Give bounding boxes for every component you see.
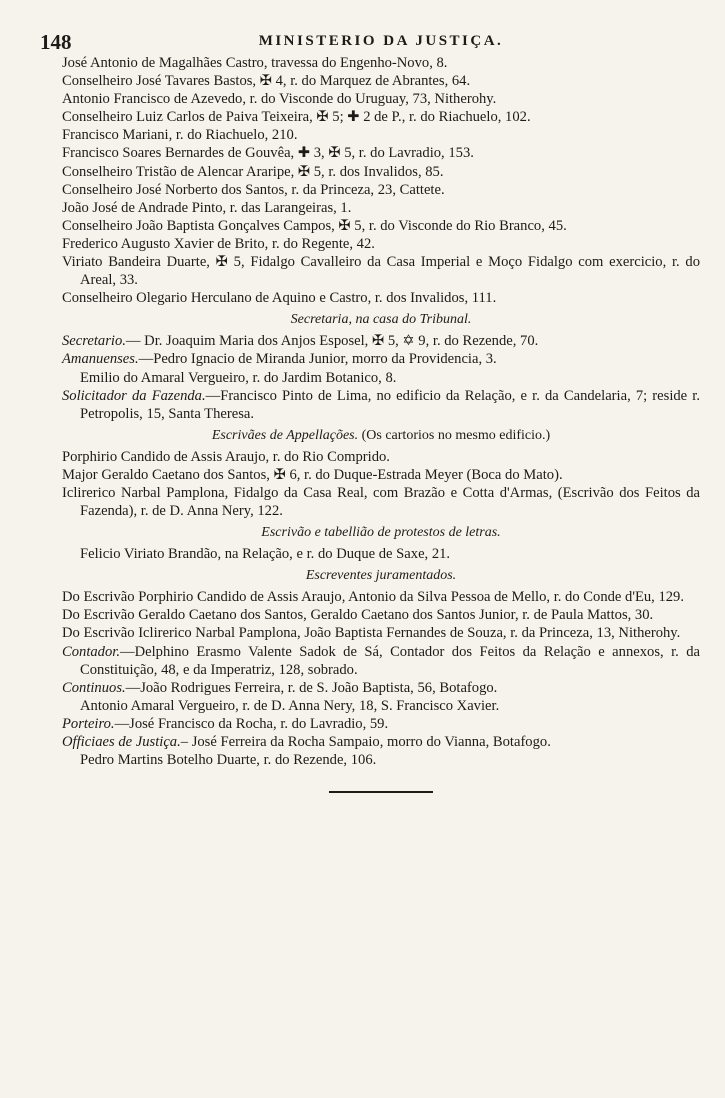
list-item: Conselheiro Tristão de Alencar Araripe, ✠ 5, r. dos Invalidos, 85. bbox=[62, 163, 444, 180]
list-item: João José de Andrade Pinto, r. das Larangeiras, 1. bbox=[62, 199, 352, 216]
list-item: Conselheiro José Norberto dos Santos, r. da Princeza, 23, Cattete. bbox=[62, 181, 445, 198]
continuos-entry bbox=[62, 679, 700, 697]
list-item: Conselheiro José Tavares Bastos, ✠ 4, r. do Marquez de Abrantes, 64. bbox=[62, 73, 471, 90]
officiaes-text: – José Ferreira da Rocha Sampaio, morro do Vianna, Botafogo. bbox=[180, 734, 551, 750]
list-item: José Antonio de Magalhães Castro, travessa do Engenho-Novo, 8. bbox=[62, 55, 448, 71]
list-item: Antonio Francisco de Azevedo, r. do Visconde do Uruguay, 73, Nitherohy. bbox=[62, 91, 497, 108]
contador-label: Contador. bbox=[62, 643, 120, 660]
section-heading-secretaria: Secretaria, na casa do Tribunal. bbox=[290, 312, 472, 328]
list-item: Porphirio Candido de Assis Araujo, r. do Rio Comprido. bbox=[62, 448, 390, 465]
officiaes-line2: Pedro Martins Botelho Duarte, r. do Rezende, 106. bbox=[80, 752, 377, 769]
porteiro-label: Porteiro. bbox=[62, 715, 115, 732]
page bbox=[40, 30, 700, 793]
secretario-entry bbox=[62, 332, 700, 350]
amanuenses-text: —Pedro Ignacio de Miranda Junior, morro da Providencia, 3. bbox=[138, 351, 497, 368]
officiaes-entry bbox=[62, 733, 700, 751]
list-item: Do Escrivão Geraldo Caetano dos Santos, Geraldo Caetano dos Santos Junior, r. de Paula Mattos, 30. bbox=[62, 607, 654, 624]
amanuenses-line2: Emilio do Amaral Vergueiro, r. do Jardim Botanico, 8. bbox=[80, 369, 397, 386]
list-item: Conselheiro Luiz Carlos de Paiva Teixeira, ✠ 5; ✚ 2 de P., r. do Riachuelo, 102. bbox=[62, 109, 531, 126]
amanuenses-entry bbox=[62, 350, 700, 368]
section-heading-escreventes: Escreventes juramentados. bbox=[305, 568, 457, 584]
secretario-text: — Dr. Joaquim Maria dos Anjos Esposel, ✠ 5, ✡ 9, r. do Rezende, 70. bbox=[125, 333, 539, 350]
contador-text: —Delphino Erasmo Valente Sadok de Sá, Contador dos Feitos da Relação e annexos, r. da Constituição, 48, e da Imperatriz, 128, sobrado. bbox=[80, 643, 700, 678]
section-heading-escrivaes bbox=[62, 427, 700, 445]
list-item: Conselheiro João Baptista Gonçalves Campos, ✠ 5, r. do Visconde do Rio Branco, 45. bbox=[62, 217, 567, 234]
porteiro-text: —José Francisco da Rocha, r. do Lavradio, 59. bbox=[114, 715, 389, 732]
escrivaes-heading: Escrivães de Appellações. bbox=[211, 427, 359, 443]
continuos-text: —João Rodrigues Ferreira, r. de S. João Baptista, 56, Botafogo. bbox=[125, 679, 498, 696]
list-item: Do Escrivão Iclirerico Narbal Pamplona, João Baptista Fernandes de Souza, r. da Princeza, 13, Nitherohy. bbox=[62, 625, 681, 642]
list-item: Frederico Augusto Xavier de Brito, r. do Regente, 42. bbox=[62, 235, 375, 252]
list-item: Conselheiro Olegario Herculano de Aquino e Castro, r. dos Invalidos, 111. bbox=[62, 290, 497, 307]
page-header bbox=[40, 30, 700, 54]
running-head: MINISTERIO DA JUSTIÇA. bbox=[258, 33, 504, 49]
escrivaes-heading-note: (Os cartorios no mesmo edificio.) bbox=[361, 427, 551, 443]
list-item: Francisco Mariani, r. do Riachuelo, 210. bbox=[62, 127, 298, 144]
continuos-label: Continuos. bbox=[62, 679, 126, 696]
list-item: Iclirerico Narbal Pamplona, Fidalgo da Casa Real, com Brazão e Cotta d'Armas, (Escrivão dos Feitos da Fazenda), r. de D. Anna Nery, 122. bbox=[62, 484, 700, 520]
solicitador-label: Solicitador da Fazenda. bbox=[62, 387, 206, 404]
list-item: Francisco Soares Bernardes de Gouvêa, ✚ 3, ✠ 5, r. do Lavradio, 153. bbox=[62, 145, 474, 162]
page-number: 148 bbox=[40, 30, 72, 54]
solicitador-text: —Francisco Pinto de Lima, no edificio da Relação, e r. da Candelaria, 7; reside r. Petropolis, 15, Santa Theresa. bbox=[80, 387, 700, 422]
officiaes-label: Officiaes de Justiça. bbox=[62, 734, 181, 750]
porteiro-entry bbox=[62, 715, 700, 733]
list-item: Major Geraldo Caetano dos Santos, ✠ 6, r. do Duque-Estrada Meyer (Boca do Mato). bbox=[62, 466, 563, 483]
protestos-entry: Felicio Viriato Brandão, na Relação, e r. do Duque de Saxe, 21. bbox=[80, 546, 451, 563]
list-item: Viriato Bandeira Duarte, ✠ 5, Fidalgo Cavalleiro da Casa Imperial e Moço Fidalgo com exercicio, r. do Areal, 33. bbox=[62, 254, 700, 289]
section-heading-protestos: Escrivão e tabellião de protestos de letras. bbox=[261, 525, 501, 541]
contador-entry bbox=[62, 643, 700, 679]
continuos-line2: Antonio Amaral Vergueiro, r. de D. Anna Nery, 18, S. Francisco Xavier. bbox=[80, 697, 500, 714]
judges-list bbox=[62, 54, 700, 307]
secretario-label: Secretario. bbox=[62, 333, 126, 350]
amanuenses-label: Amanuenses. bbox=[62, 351, 139, 368]
list-item: Do Escrivão Porphirio Candido de Assis Araujo, Antonio da Silva Pessoa de Mello, r. do Conde d'Eu, 129. bbox=[62, 589, 685, 606]
end-rule bbox=[329, 791, 433, 793]
solicitador-entry bbox=[62, 387, 700, 423]
